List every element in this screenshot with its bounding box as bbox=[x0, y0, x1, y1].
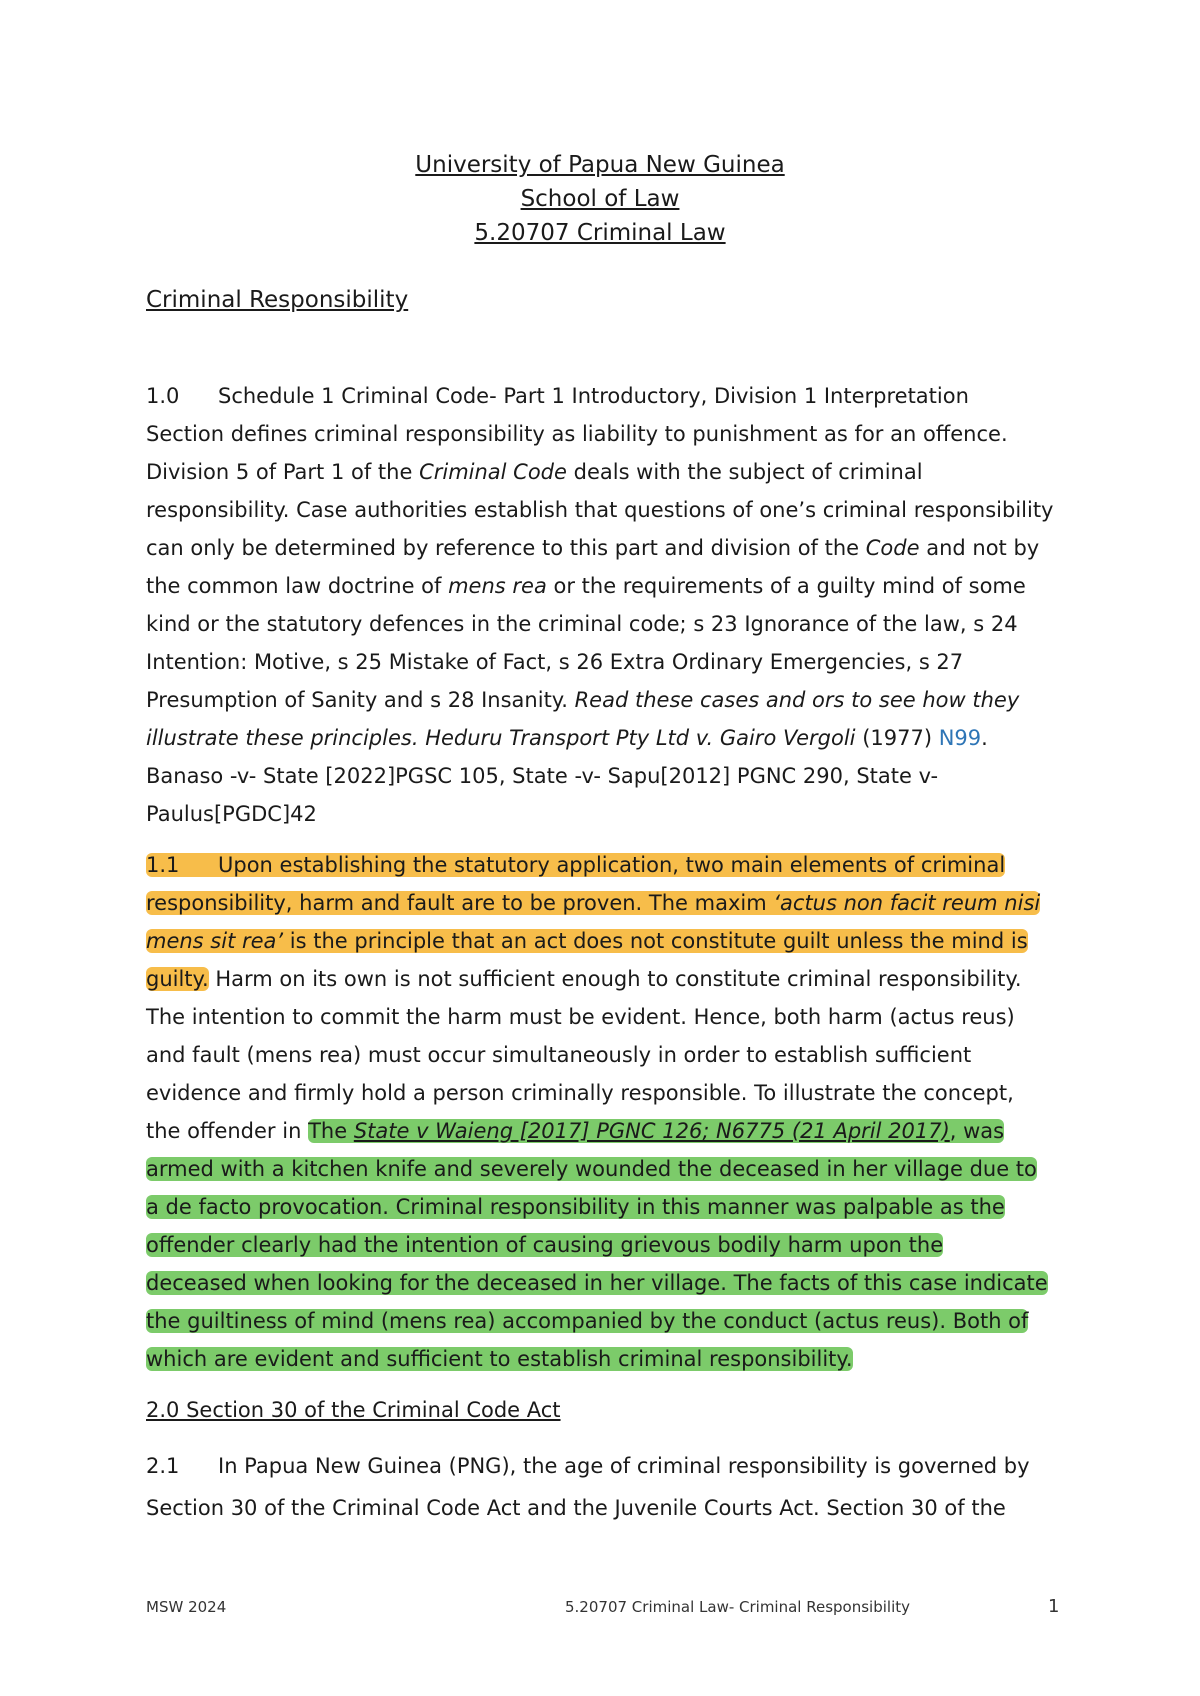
highlighted-text: is the principle that an act does not constitute guilt unless the mind is bbox=[283, 929, 1028, 953]
text-line: Harm on its own is not sufficient enough to constitute criminal responsibility. bbox=[208, 967, 1022, 991]
citation-link[interactable]: N99 bbox=[938, 726, 982, 750]
italic-text: Read these cases and ors to see how they bbox=[574, 688, 1020, 712]
text-line: Presumption of Sanity and s 28 Insanity. bbox=[146, 688, 575, 712]
highlighted-text: deceased when looking for the deceased in her village. The facts of this case indicate bbox=[146, 1271, 1048, 1295]
text-line: Section 30 of the Criminal Code Act and the Juvenile Courts Act. Section 30 of the bbox=[146, 1496, 1006, 1520]
text-line: . bbox=[981, 726, 988, 750]
text-line: Division 5 of Part 1 of the bbox=[146, 460, 420, 484]
highlighted-text: armed with a kitchen knife and severely wounded the deceased in her village due to bbox=[146, 1157, 1037, 1181]
page-number: 1 bbox=[1048, 1596, 1060, 1617]
text-line: (1977) bbox=[855, 726, 939, 750]
highlighted-text: Upon establishing the statutory application, two main elements of criminal bbox=[218, 853, 1006, 877]
text-line: and fault (mens rea) must occur simultaneously in order to establish sufficient bbox=[146, 1043, 972, 1067]
text-line: Banaso -v- State [2022]PGSC 105, State -v- Sapu[2012] PGNC 290, State v- bbox=[146, 764, 939, 788]
latin-maxim: ‘actus non facit reum nisi bbox=[773, 891, 1041, 915]
text-line: or the requirements of a guilty mind of some bbox=[546, 574, 1026, 598]
text-line: Paulus[PGDC]42 bbox=[146, 802, 317, 826]
italic-text: Code bbox=[865, 536, 920, 560]
text-line: can only be determined by reference to this part and division of the bbox=[146, 536, 866, 560]
section-2-heading: 2.0 Section 30 of the Criminal Code Act bbox=[146, 1398, 561, 1422]
university-title: University of Papua New Guinea bbox=[415, 152, 785, 178]
highlighted-text: responsibility, harm and fault are to be proven. The maxim bbox=[146, 891, 774, 915]
footer-title: 5.20707 Criminal Law- Criminal Responsibility bbox=[565, 1598, 910, 1616]
paragraph-number: 1.1 bbox=[146, 853, 180, 877]
text-line: and not by bbox=[919, 536, 1040, 560]
text-line: evidence and firmly hold a person criminally responsible. To illustrate the concept, bbox=[146, 1081, 1014, 1105]
text-line: The intention to commit the harm must be evident. Hence, both harm (actus reus) bbox=[146, 1005, 1015, 1029]
text-line: deals with the subject of criminal bbox=[566, 460, 923, 484]
highlighted-text: guilty. bbox=[146, 967, 209, 991]
highlighted-text: a de facto provocation. Criminal responsibility in this manner was palpable as the bbox=[146, 1195, 1005, 1219]
section-title: Criminal Responsibility bbox=[146, 287, 409, 313]
highlighted-text: The bbox=[308, 1119, 354, 1143]
text-line: responsibility. Case authorities establish that questions of one’s criminal responsibility bbox=[146, 498, 1054, 522]
text-line: the common law doctrine of bbox=[146, 574, 449, 598]
text-line: In Papua New Guinea (PNG), the age of criminal responsibility is governed by bbox=[218, 1454, 1030, 1478]
italic-text: illustrate these principles. bbox=[146, 726, 426, 750]
case-citation-link[interactable]: State v Waieng [2017] PGNC 126; N6775 (21 April 2017) bbox=[353, 1119, 950, 1143]
italic-text: Criminal Code bbox=[419, 460, 567, 484]
case-citation: Heduru Transport Pty Ltd v. Gairo Vergoli bbox=[425, 726, 856, 750]
school-title: School of Law bbox=[520, 186, 680, 212]
course-title: 5.20707 Criminal Law bbox=[474, 220, 726, 246]
highlighted-text: , was bbox=[949, 1119, 1005, 1143]
footer-author: MSW 2024 bbox=[146, 1598, 227, 1616]
text-line: Intention: Motive, s 25 Mistake of Fact, s 26 Extra Ordinary Emergencies, s 27 bbox=[146, 650, 964, 674]
text-line: the offender in bbox=[146, 1119, 309, 1143]
text-line: Schedule 1 Criminal Code- Part 1 Introductory, Division 1 Interpretation bbox=[218, 384, 969, 408]
highlighted-text: the guiltiness of mind (mens rea) accompanied by the conduct (actus reus). Both of bbox=[146, 1309, 1029, 1333]
text-line: kind or the statutory defences in the criminal code; s 23 Ignorance of the law, s 24 bbox=[146, 612, 1018, 636]
latin-maxim: mens sit rea’ bbox=[146, 929, 284, 953]
paragraph-number: 1.0 bbox=[146, 384, 180, 408]
document-header bbox=[0, 148, 1200, 250]
highlighted-text: offender clearly had the intention of causing grievous bodily harm upon the bbox=[146, 1233, 944, 1257]
highlighted-text: which are evident and sufficient to establish criminal responsibility. bbox=[146, 1347, 853, 1371]
paragraph-number: 2.1 bbox=[146, 1454, 180, 1478]
italic-text: mens rea bbox=[448, 574, 547, 598]
text-line: Section defines criminal responsibility as liability to punishment as for an offence. bbox=[146, 422, 1008, 446]
